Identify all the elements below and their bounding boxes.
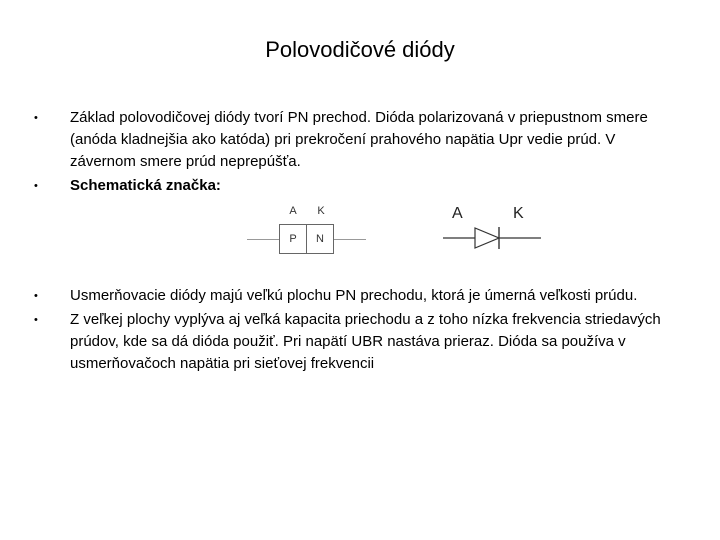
bullet-item [34,309,674,375]
bullet-text: Usmerňovacie diódy majú veľkú plochu PN prechodu, ktorá je úmerná veľkosti prúdu. [70,287,638,304]
pn-junction-diagram [247,204,369,262]
symbol-label-anode: A [452,205,463,222]
slide-title: Polovodičové diódy [265,37,455,62]
symbol-label-cathode: K [513,205,524,222]
pn-region-p: P [279,224,307,254]
bullet-list-top [34,107,674,199]
pn-label-cathode: K [317,205,325,217]
bullet-list-bottom [34,285,674,377]
bullet-text-schematic-label: Schematická značka: [70,177,221,194]
diode-schematic-symbol [443,200,543,262]
bullet-marker: • [34,314,38,326]
bullet-item [34,107,674,173]
pn-label-anode: A [289,205,297,217]
pn-lead-right [334,239,366,240]
bullet-marker: • [34,180,38,192]
bullet-marker: • [34,290,38,302]
bullet-text: Základ polovodičovej diódy tvorí PN prechod. Dióda polarizovaná v priepustnom smere (anóda kladnejšia ako katóda) pri prekročení prahového napätia Upr vedie prúd. V závernom smere prúd neprepúšťa. [70,109,648,170]
pn-lead-left [247,239,279,240]
bullet-marker: • [34,112,38,124]
diode-triangle [475,228,499,248]
bullet-item [34,175,674,197]
pn-region-n: N [306,224,334,254]
bullet-item [34,285,674,307]
bullet-text: Z veľkej plochy vyplýva aj veľká kapacita priechodu a z toho nízka frekvencia striedavých prúdov, kde sa dá dióda použiť. Pri napätí UBR nastáva prieraz. Dióda sa používa v usmerňovačoch napätia pri sieťovej frekvencii [70,311,661,372]
diode-icon [443,222,543,258]
